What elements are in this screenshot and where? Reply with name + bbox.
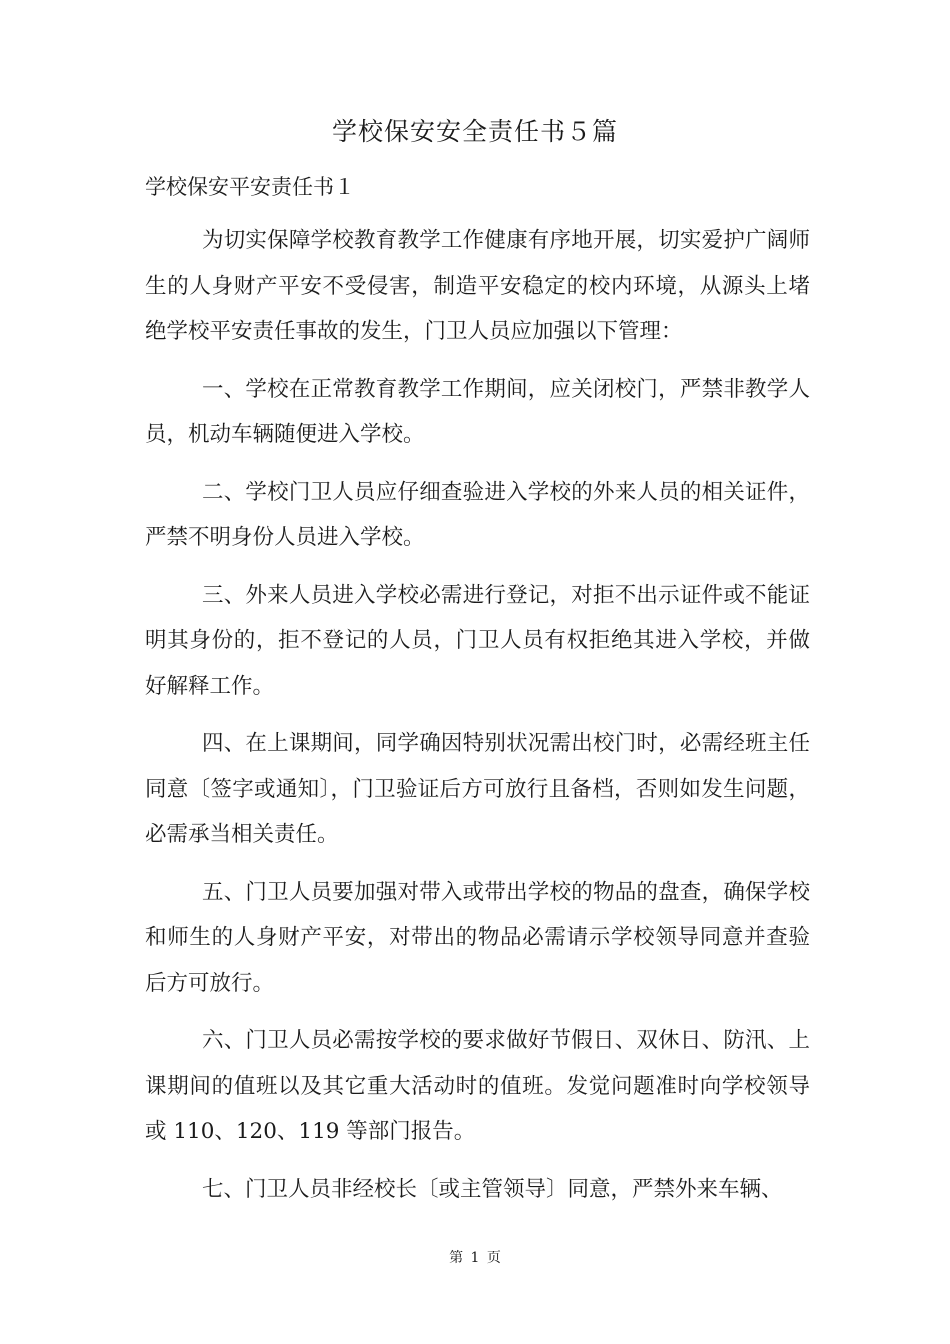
paragraph-item-5: 五、门卫人员要加强对带入或带出学校的物品的盘查，确保学校和师生的人身财产平安，对带出的物品必需请示学校领导同意并查验后方可放行。 bbox=[145, 879, 810, 996]
document-title: 学校保安安全责任书５篇 bbox=[331, 117, 618, 146]
document-body bbox=[145, 218, 810, 1224]
paragraph-intro: 为切实保障学校教育教学工作健康有序地开展，切实爱护广阔师生的人身财产平安不受侵害，制造平安稳定的校内环境，从源头上堵绝学校平安责任事故的发生，门卫人员应加强以下管理： bbox=[145, 228, 810, 344]
paragraph-item-4: 四、在上课期间，同学确因特别状况需出校门时，必需经班主任同意〔签字或通知〕，门卫验证后方可放行且备档，否则如发生问题，必需承当相关责任。 bbox=[145, 731, 810, 847]
paragraph-item-3: 三、外来人员进入学校必需进行登记，对拒不出示证件或不能证明其身份的，拒不登记的人员，门卫人员有权拒绝其进入学校，并做好解释工作。 bbox=[145, 582, 810, 699]
paragraph-item-6: 六、门卫人员必需按学校的要求做好节假日、双休日、防汛、上课期间的值班以及其它重大活动时的值班。发觉问题准时向学校领导或 110、120、119 等部门报告。 bbox=[145, 1028, 810, 1144]
paragraph-item-2: 二、学校门卫人员应仔细查验进入学校的外来人员的相关证件，严禁不明身份人员进入学校。 bbox=[145, 479, 810, 550]
page-number: 第 1 页 bbox=[449, 1250, 501, 1266]
paragraph-item-1: 一、学校在正常教育教学工作期间，应关闭校门，严禁非教学人员，机动车辆随便进入学校。 bbox=[145, 376, 810, 447]
section-heading: 学校保安平安责任书１ bbox=[145, 175, 355, 199]
paragraph-item-7: 七、门卫人员非经校长〔或主管领导〕同意，严禁外来车辆、 bbox=[201, 1176, 783, 1202]
